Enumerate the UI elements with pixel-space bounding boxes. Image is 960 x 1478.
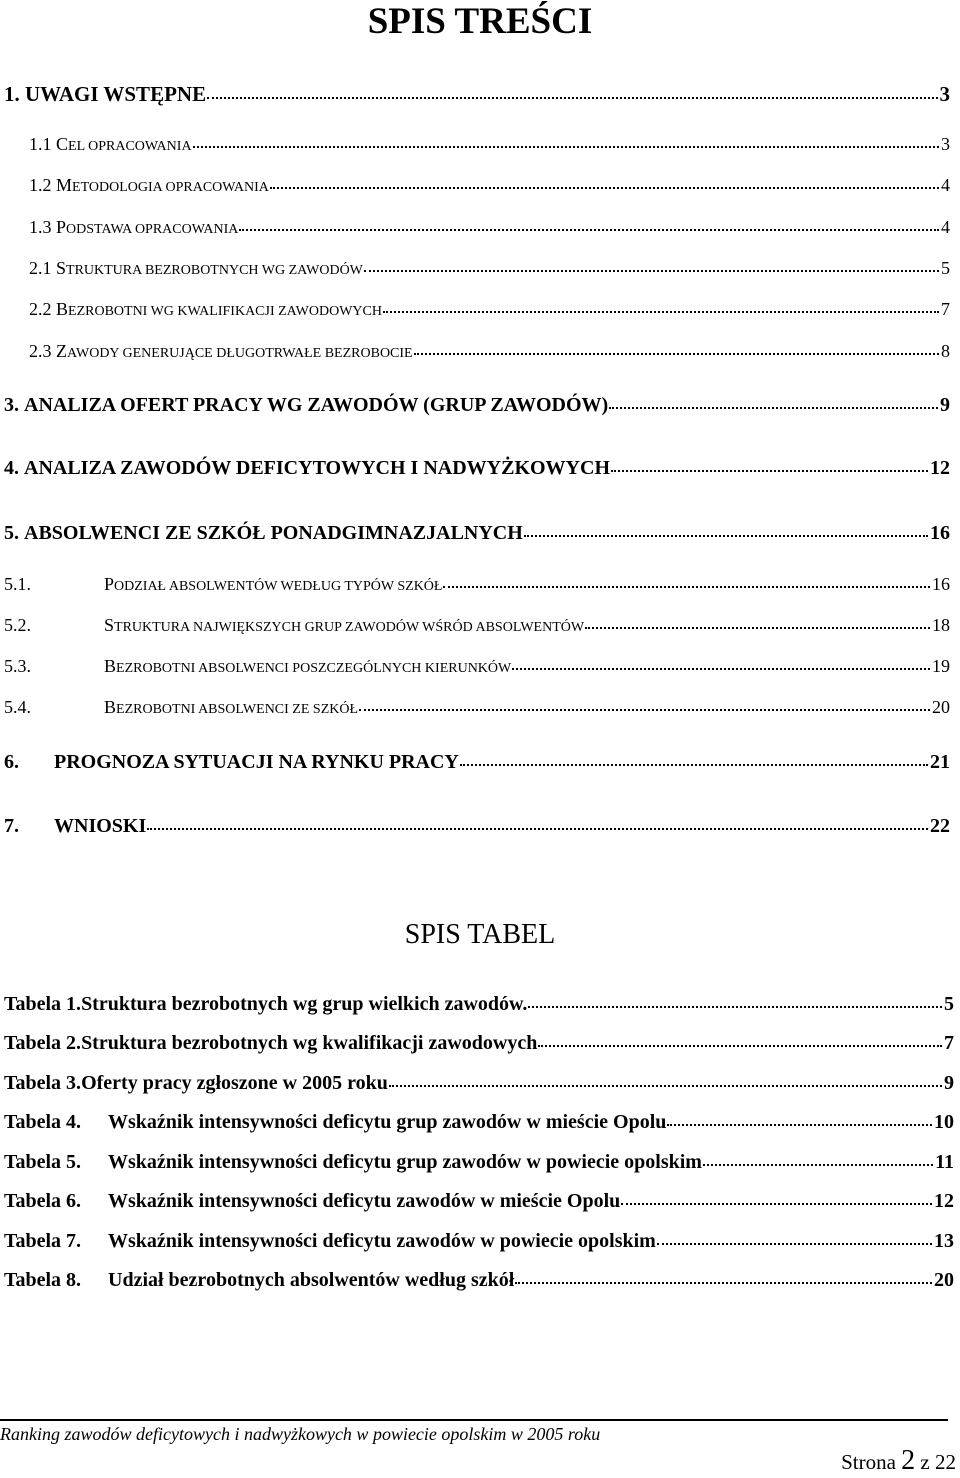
toc-number: 2.2 [29, 299, 52, 319]
toc-label: ETODOLOGIA OPRACOWANIA [72, 180, 269, 195]
table-page: 11 [935, 1151, 954, 1173]
table-number: Tabela 8. [4, 1269, 82, 1291]
table-entry[interactable] [4, 993, 954, 1016]
table-entry[interactable] [4, 1111, 954, 1134]
table-label: Struktura bezrobotnych wg kwalifikacji zawodowych [81, 1032, 538, 1054]
dot-leader [460, 763, 928, 766]
dot-leader [207, 96, 937, 99]
page-prefix: Strona [841, 1450, 902, 1474]
dot-leader [193, 145, 939, 148]
page-title: SPIS TREŚCI [367, 1, 593, 42]
table-number: Tabela 1. [4, 993, 82, 1015]
dot-leader [515, 1281, 932, 1284]
toc-label-initial: M [56, 175, 73, 195]
footer-text: Ranking zawodów deficytowych i nadwyżkowych w powiecie opolskim w 2005 roku [0, 1424, 601, 1444]
toc-entry[interactable] [29, 299, 950, 320]
toc-label-initial: B [104, 656, 117, 676]
toc-label: TRUKTURA NAJWIĘKSZYCH GRUP ZAWODÓW WŚRÓD ABSOLWENTÓW [114, 620, 585, 635]
dot-leader [147, 827, 928, 830]
table-page: 12 [934, 1190, 954, 1212]
toc-entry[interactable] [29, 258, 950, 279]
toc-page: 12 [930, 457, 950, 479]
dot-leader [359, 708, 930, 711]
footer-divider [0, 1419, 948, 1421]
dot-leader [585, 626, 930, 629]
toc-page: 9 [940, 394, 950, 416]
dot-leader [621, 1202, 932, 1205]
dot-leader [657, 1242, 932, 1245]
dot-leader [389, 1084, 942, 1087]
toc-label: ODSTAWA OPRACOWANIA [66, 222, 239, 237]
table-label: Wskaźnik intensywności deficytu zawodów w mieście Opolu [108, 1190, 621, 1212]
toc-page: 5 [941, 258, 950, 278]
toc-entry[interactable] [29, 341, 950, 362]
dot-leader [364, 269, 939, 272]
table-label: Udział bezrobotnych absolwentów według szkół [108, 1269, 515, 1291]
page-number [841, 1445, 956, 1477]
dot-leader [270, 186, 939, 189]
table-page: 9 [944, 1072, 954, 1094]
table-entry[interactable] [4, 1072, 954, 1095]
toc-entry[interactable] [4, 751, 950, 774]
toc-number: 5. [4, 522, 19, 544]
table-label: Wskaźnik intensywności deficytu grup zawodów w mieście Opolu [108, 1111, 667, 1133]
toc-entry[interactable] [4, 615, 950, 636]
dot-leader [703, 1163, 933, 1166]
toc-number: 4. [4, 457, 19, 479]
toc-entry[interactable] [4, 394, 950, 417]
table-page: 13 [934, 1230, 954, 1252]
toc-number: 3. [4, 394, 19, 416]
table-page: 20 [934, 1269, 954, 1291]
toc-label-initial: S [56, 258, 67, 278]
toc-page: 3 [939, 82, 950, 106]
toc-entry[interactable] [4, 697, 950, 718]
toc-entry[interactable] [29, 175, 950, 196]
toc-page: 7 [941, 299, 950, 319]
toc-page: 16 [932, 574, 950, 594]
toc-page: 22 [930, 815, 950, 837]
table-entry[interactable] [4, 1269, 954, 1292]
toc-label: AWODY GENERUJĄCE DŁUGOTRWAŁE BEZROBOCIE [67, 346, 413, 361]
table-page: 7 [944, 1032, 954, 1054]
table-entry[interactable] [4, 1032, 954, 1055]
toc-label-initial: B [104, 697, 117, 717]
toc-entry[interactable] [4, 522, 950, 545]
toc-page: 16 [930, 522, 950, 544]
tables-title: SPIS TABEL [404, 919, 556, 950]
toc-page: 4 [941, 217, 950, 237]
table-entry[interactable] [4, 1151, 954, 1174]
table-number: Tabela 3. [4, 1072, 82, 1094]
toc-page: 4 [941, 175, 950, 195]
dot-leader [609, 406, 938, 409]
toc-number: 1.2 [29, 175, 52, 195]
toc-label: EZROBOTNI WG KWALIFIKACJI ZAWODOWYCH [68, 304, 382, 319]
toc-label-initial: B [56, 299, 69, 319]
toc-number: 1.3 [29, 217, 52, 237]
table-label: Wskaźnik intensywności deficytu grup zawodów w powiecie opolskim [108, 1151, 702, 1173]
toc-entry[interactable] [4, 82, 950, 107]
page-current: 2 [901, 1445, 916, 1476]
toc-page: 19 [932, 656, 950, 676]
toc-page: 21 [930, 751, 950, 773]
toc-number: 2.1 [29, 258, 52, 278]
toc-number: 7. [4, 815, 19, 837]
dot-leader [611, 469, 928, 472]
table-page: 5 [944, 993, 954, 1015]
toc-label: PROGNOZA SYTUACJI NA RYNKU PRACY [54, 751, 459, 773]
toc-number: 5.1. [4, 574, 31, 594]
toc-number: 1.1 [29, 134, 52, 154]
toc-label: ANALIZA ZAWODÓW DEFICYTOWYCH I NADWYŻKOWYCH [24, 457, 610, 479]
table-label: Wskaźnik intensywności deficytu zawodów w powiecie opolskim [108, 1230, 656, 1252]
toc-page: 3 [941, 134, 950, 154]
toc-label: ABSOLWENCI ZE SZKÓŁ PONADGIMNAZJALNYCH [24, 522, 523, 544]
toc-label: ANALIZA OFERT PRACY WG ZAWODÓW (GRUP ZAWODÓW) [24, 394, 609, 416]
toc-label-initial: P [104, 574, 115, 594]
dot-leader [383, 310, 939, 313]
toc-entry[interactable] [4, 656, 950, 677]
table-number: Tabela 6. [4, 1190, 82, 1212]
toc-page: 8 [941, 341, 950, 361]
table-number: Tabela 7. [4, 1230, 82, 1252]
toc-number: 1. [4, 82, 20, 106]
table-entry[interactable] [4, 1230, 954, 1253]
toc-label: ODZIAŁ ABSOLWENTÓW WEDŁUG TYPÓW SZKÓŁ [114, 579, 443, 594]
toc-page: 20 [932, 697, 950, 717]
table-label: Oferty pracy zgłoszone w 2005 roku [81, 1072, 388, 1094]
toc-label: EZROBOTNI ABSOLWENCI POSZCZEGÓLNYCH KIERUNKÓW [116, 661, 512, 676]
dot-leader [667, 1123, 932, 1126]
dot-leader [239, 228, 939, 231]
toc-entry[interactable] [29, 134, 950, 155]
toc-label-initial: C [56, 134, 69, 154]
toc-entry[interactable] [4, 815, 950, 838]
toc-label-initial: P [56, 217, 67, 237]
toc-entry[interactable] [4, 457, 950, 480]
dot-leader [528, 1005, 942, 1008]
toc-number: 6. [4, 751, 19, 773]
toc-entry[interactable] [4, 574, 950, 595]
toc-number: 5.4. [4, 697, 31, 717]
toc-number: 5.2. [4, 615, 31, 635]
toc-page: 18 [932, 615, 950, 635]
page-mid: z [915, 1450, 935, 1474]
toc-label: EZROBOTNI ABSOLWENCI ZE SZKÓŁ [116, 702, 359, 717]
toc-number: 5.3. [4, 656, 31, 676]
page-total: 22 [935, 1450, 956, 1474]
toc-label: EL OPRACOWANIA [68, 139, 192, 154]
table-number: Tabela 4. [4, 1111, 82, 1133]
toc-label: UWAGI WSTĘPNE [25, 82, 207, 106]
dot-leader [538, 1044, 942, 1047]
toc-label: TRUKTURA BEZROBOTNYCH WG ZAWODÓW [66, 263, 363, 278]
dot-leader [443, 585, 930, 588]
dot-leader [414, 352, 939, 355]
table-number: Tabela 5. [4, 1151, 82, 1173]
toc-entry[interactable] [29, 217, 950, 238]
toc-label-initial: S [104, 615, 115, 635]
table-page: 10 [934, 1111, 954, 1133]
toc-label: WNIOSKI [54, 815, 147, 837]
table-entry[interactable] [4, 1190, 954, 1213]
dot-leader [512, 667, 930, 670]
table-number: Tabela 2. [4, 1032, 82, 1054]
dot-leader [524, 534, 928, 537]
toc-label-initial: Z [56, 341, 67, 361]
table-label: Struktura bezrobotnych wg grup wielkich zawodów. [81, 993, 528, 1015]
toc-number: 2.3 [29, 341, 52, 361]
